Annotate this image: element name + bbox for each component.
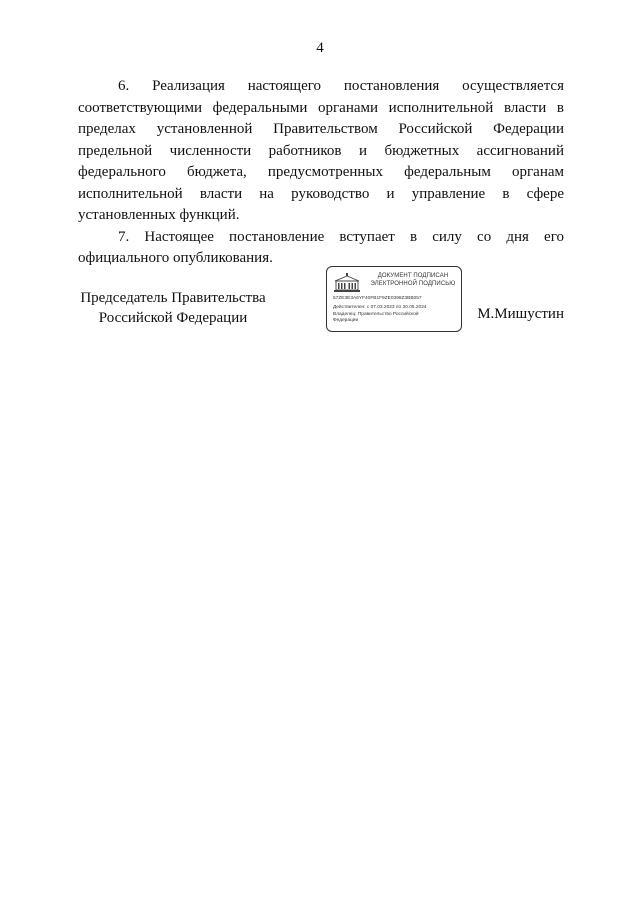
signatory-title-line1: Председатель Правительства xyxy=(80,290,266,306)
stamp-title xyxy=(367,273,459,288)
stamp-title-line1: ДОКУМЕНТ ПОДПИСАН xyxy=(377,273,449,279)
certificate-owner-line1: Владелец: Правительство Российской xyxy=(333,312,419,317)
signatory-title xyxy=(78,288,268,328)
signatory-title-line2: Российской Федерации xyxy=(98,310,248,326)
electronic-signature-stamp xyxy=(326,266,462,332)
stamp-title-line2: ЭЛЕКТРОННОЙ ПОДПИСЬЮ xyxy=(370,280,456,287)
certificate-serial: 57ZE3E3A6YF40FB1F9ZE0398Z3ВВ057 xyxy=(333,296,422,301)
page-number: 4 xyxy=(316,40,324,56)
signatory-name: М.Мишустин xyxy=(477,306,564,322)
certificate-owner-line2: Федерации xyxy=(333,318,359,323)
government-building-icon xyxy=(334,273,360,293)
paragraph-6: 6. Реализация настоящего постановления осуществляется соответствующими федеральными органами исполнительной власти в пределах установленной Правительством Российской Федерации предельной численности работников и бюджетных ассигнований федерального бюджета, предусмотренных федеральным органам исполнительной власти на руководство и управление в сфере установленных функций. xyxy=(78,78,564,223)
document-body xyxy=(78,76,564,270)
certificate-validity: Действителен: с 07.03.2023 по 30.05.2024 xyxy=(333,305,427,310)
paragraph-7: 7. Настоящее постановление вступает в силу со дня его официального опубликования. xyxy=(78,228,564,266)
